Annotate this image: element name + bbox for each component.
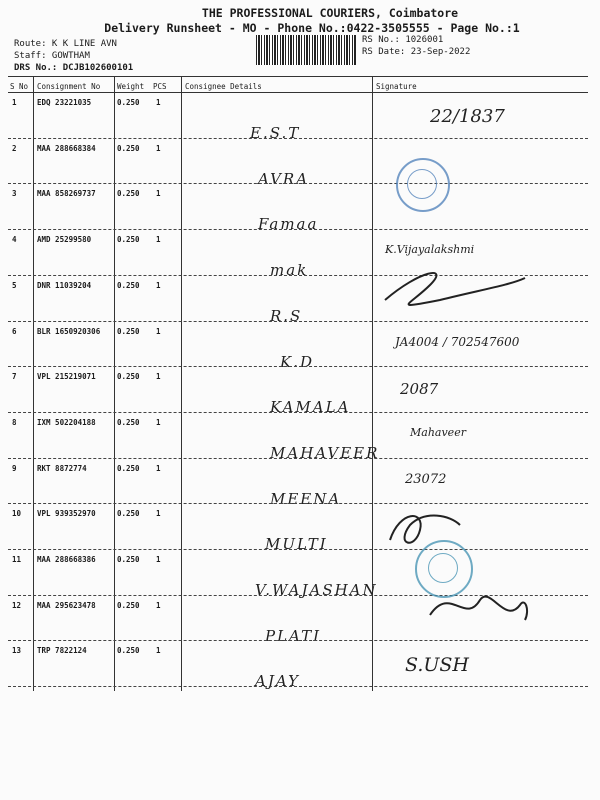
col-header-weight: Weight bbox=[117, 82, 145, 91]
row-consignment-no: VPL 215219071 bbox=[37, 372, 96, 382]
runsheet-title: Delivery Runsheet - MO - Phone No.:0422-3505555 - Page No.:1 bbox=[104, 21, 520, 35]
row-consignee-handwritten: E.S.T bbox=[250, 124, 301, 142]
row-sno: 12 bbox=[12, 600, 22, 610]
row-pcs: 1 bbox=[156, 143, 161, 153]
company-stamp-2-inner bbox=[428, 553, 458, 583]
row-weight: 0.250 bbox=[117, 280, 140, 290]
row-sno: 3 bbox=[12, 189, 17, 199]
row-divider bbox=[8, 686, 588, 687]
row-sno: 8 bbox=[12, 417, 17, 427]
row-consignment-no: RKT 8872774 bbox=[37, 463, 87, 473]
row-weight: 0.250 bbox=[117, 463, 140, 473]
signature-scribble-12 bbox=[425, 585, 535, 630]
row-consignee-handwritten: KAMALA bbox=[270, 398, 351, 417]
row-consignee-handwritten: V.WAJASHAN bbox=[255, 581, 378, 599]
row-weight: 0.250 bbox=[117, 555, 140, 564]
staff-label: Staff: GOWTHAM bbox=[14, 51, 90, 61]
drs-number: DRS No.: DCJB102600101 bbox=[14, 63, 134, 73]
rs-block bbox=[362, 34, 470, 58]
row-sno: 1 bbox=[12, 98, 17, 107]
row-consignment-no: IXM 502204188 bbox=[37, 417, 96, 427]
row-weight: 0.250 bbox=[117, 646, 140, 656]
row-divider bbox=[8, 412, 588, 413]
row-divider bbox=[8, 138, 588, 139]
row-signature-handwritten: S.USH bbox=[405, 654, 469, 677]
row-sno: 5 bbox=[12, 280, 17, 290]
row-consignment-no: EDQ 23221035 bbox=[37, 98, 92, 107]
row-consignee-handwritten: R.S bbox=[270, 306, 303, 325]
row-consignment-no: BLR 1650920306 bbox=[37, 326, 101, 336]
row-weight: 0.250 bbox=[117, 235, 140, 245]
row-divider bbox=[8, 183, 588, 184]
row-signature-handwritten: 23072 bbox=[405, 471, 447, 487]
row-consignment-no: MAA 295623478 bbox=[37, 600, 96, 610]
header-bottom-border bbox=[8, 92, 588, 93]
row-signature-handwritten: JA4004 / 702547600 bbox=[395, 334, 520, 349]
company-stamp-inner bbox=[407, 169, 437, 199]
route-staff-block bbox=[14, 38, 133, 74]
row-pcs: 1 bbox=[156, 600, 161, 610]
col-header-signature: Signature bbox=[376, 82, 417, 91]
table-top-border bbox=[8, 76, 588, 77]
row-weight: 0.250 bbox=[117, 189, 140, 199]
row-weight: 0.250 bbox=[117, 417, 140, 427]
row-divider bbox=[8, 321, 588, 322]
col-divider bbox=[181, 76, 182, 691]
row-sno: 10 bbox=[12, 509, 22, 519]
row-sno: 9 bbox=[12, 463, 17, 473]
row-weight: 0.250 bbox=[117, 509, 140, 519]
row-divider bbox=[8, 640, 588, 641]
rs-number: RS No.: 1026001 bbox=[362, 35, 444, 45]
col-header-consignee: Consignee Details bbox=[185, 82, 262, 91]
row-consignee-handwritten: Famaa bbox=[258, 215, 319, 234]
row-pcs: 1 bbox=[156, 235, 161, 245]
row-weight: 0.250 bbox=[117, 98, 140, 107]
col-header-pcs: PCS bbox=[153, 82, 167, 91]
row-signature-handwritten: 2087 bbox=[400, 380, 439, 399]
row-pcs: 1 bbox=[156, 417, 161, 427]
signature-scribble-5 bbox=[380, 260, 530, 320]
row-weight: 0.250 bbox=[117, 326, 140, 336]
row-signature-handwritten: K.Vijayalakshmi bbox=[385, 243, 475, 257]
row-sno: 4 bbox=[12, 235, 17, 245]
row-consignee-handwritten: mak bbox=[270, 261, 309, 280]
row-pcs: 1 bbox=[156, 280, 161, 290]
row-pcs: 1 bbox=[156, 372, 161, 382]
company-title: THE PROFESSIONAL COURIERS, Coimbatore bbox=[201, 6, 459, 20]
row-consignment-no: AMD 25299580 bbox=[37, 235, 92, 245]
row-pcs: 1 bbox=[156, 326, 161, 336]
row-consignee-handwritten: AJAY bbox=[255, 672, 300, 691]
row-divider bbox=[8, 549, 588, 550]
route-label: Route: K K LINE AVN bbox=[14, 39, 117, 49]
row-consignee-handwritten: AVRA bbox=[258, 169, 310, 188]
row-sno: 11 bbox=[12, 555, 22, 564]
col-header-consignment: Consignment No bbox=[37, 82, 101, 91]
row-consignment-no: MAA 858269737 bbox=[37, 189, 96, 199]
row-pcs: 1 bbox=[156, 509, 161, 519]
barcode bbox=[256, 35, 356, 65]
row-sno: 13 bbox=[12, 646, 22, 656]
col-divider bbox=[33, 76, 34, 691]
row-consignment-no: VPL 939352970 bbox=[37, 509, 96, 519]
row-divider bbox=[8, 503, 588, 504]
row-divider bbox=[8, 229, 588, 230]
row-consignment-no: MAA 288668386 bbox=[37, 555, 96, 564]
row-signature-handwritten: 22/1837 bbox=[430, 106, 505, 127]
row-divider bbox=[8, 458, 588, 459]
row-consignment-no: TRP 7822124 bbox=[37, 646, 87, 656]
row-weight: 0.250 bbox=[117, 600, 140, 610]
signature-scribble-10 bbox=[380, 505, 470, 555]
row-sno: 7 bbox=[12, 372, 17, 382]
row-consignment-no: DNR 11039204 bbox=[37, 280, 92, 290]
rs-date: RS Date: 23-Sep-2022 bbox=[362, 47, 471, 57]
row-consignee-handwritten: PLATI bbox=[265, 626, 321, 645]
row-pcs: 1 bbox=[156, 189, 161, 199]
col-divider bbox=[114, 76, 115, 691]
row-signature-handwritten: Mahaveer bbox=[410, 425, 466, 439]
row-consignee-handwritten: MULTI bbox=[265, 535, 328, 554]
row-pcs: 1 bbox=[156, 555, 161, 564]
row-divider bbox=[8, 366, 588, 367]
row-consignee-handwritten: MEENA bbox=[270, 489, 342, 508]
row-pcs: 1 bbox=[156, 98, 161, 107]
row-weight: 0.250 bbox=[117, 372, 140, 382]
row-sno: 2 bbox=[12, 143, 17, 153]
col-header-sno: S No bbox=[10, 82, 29, 91]
row-consignment-no: MAA 288668384 bbox=[37, 143, 96, 153]
row-pcs: 1 bbox=[156, 463, 161, 473]
row-pcs: 1 bbox=[156, 646, 161, 656]
row-weight: 0.250 bbox=[117, 143, 140, 153]
row-sno: 6 bbox=[12, 326, 17, 336]
row-consignee-handwritten: K.D bbox=[280, 352, 315, 371]
row-consignee-handwritten: MAHAVEER bbox=[270, 443, 380, 462]
